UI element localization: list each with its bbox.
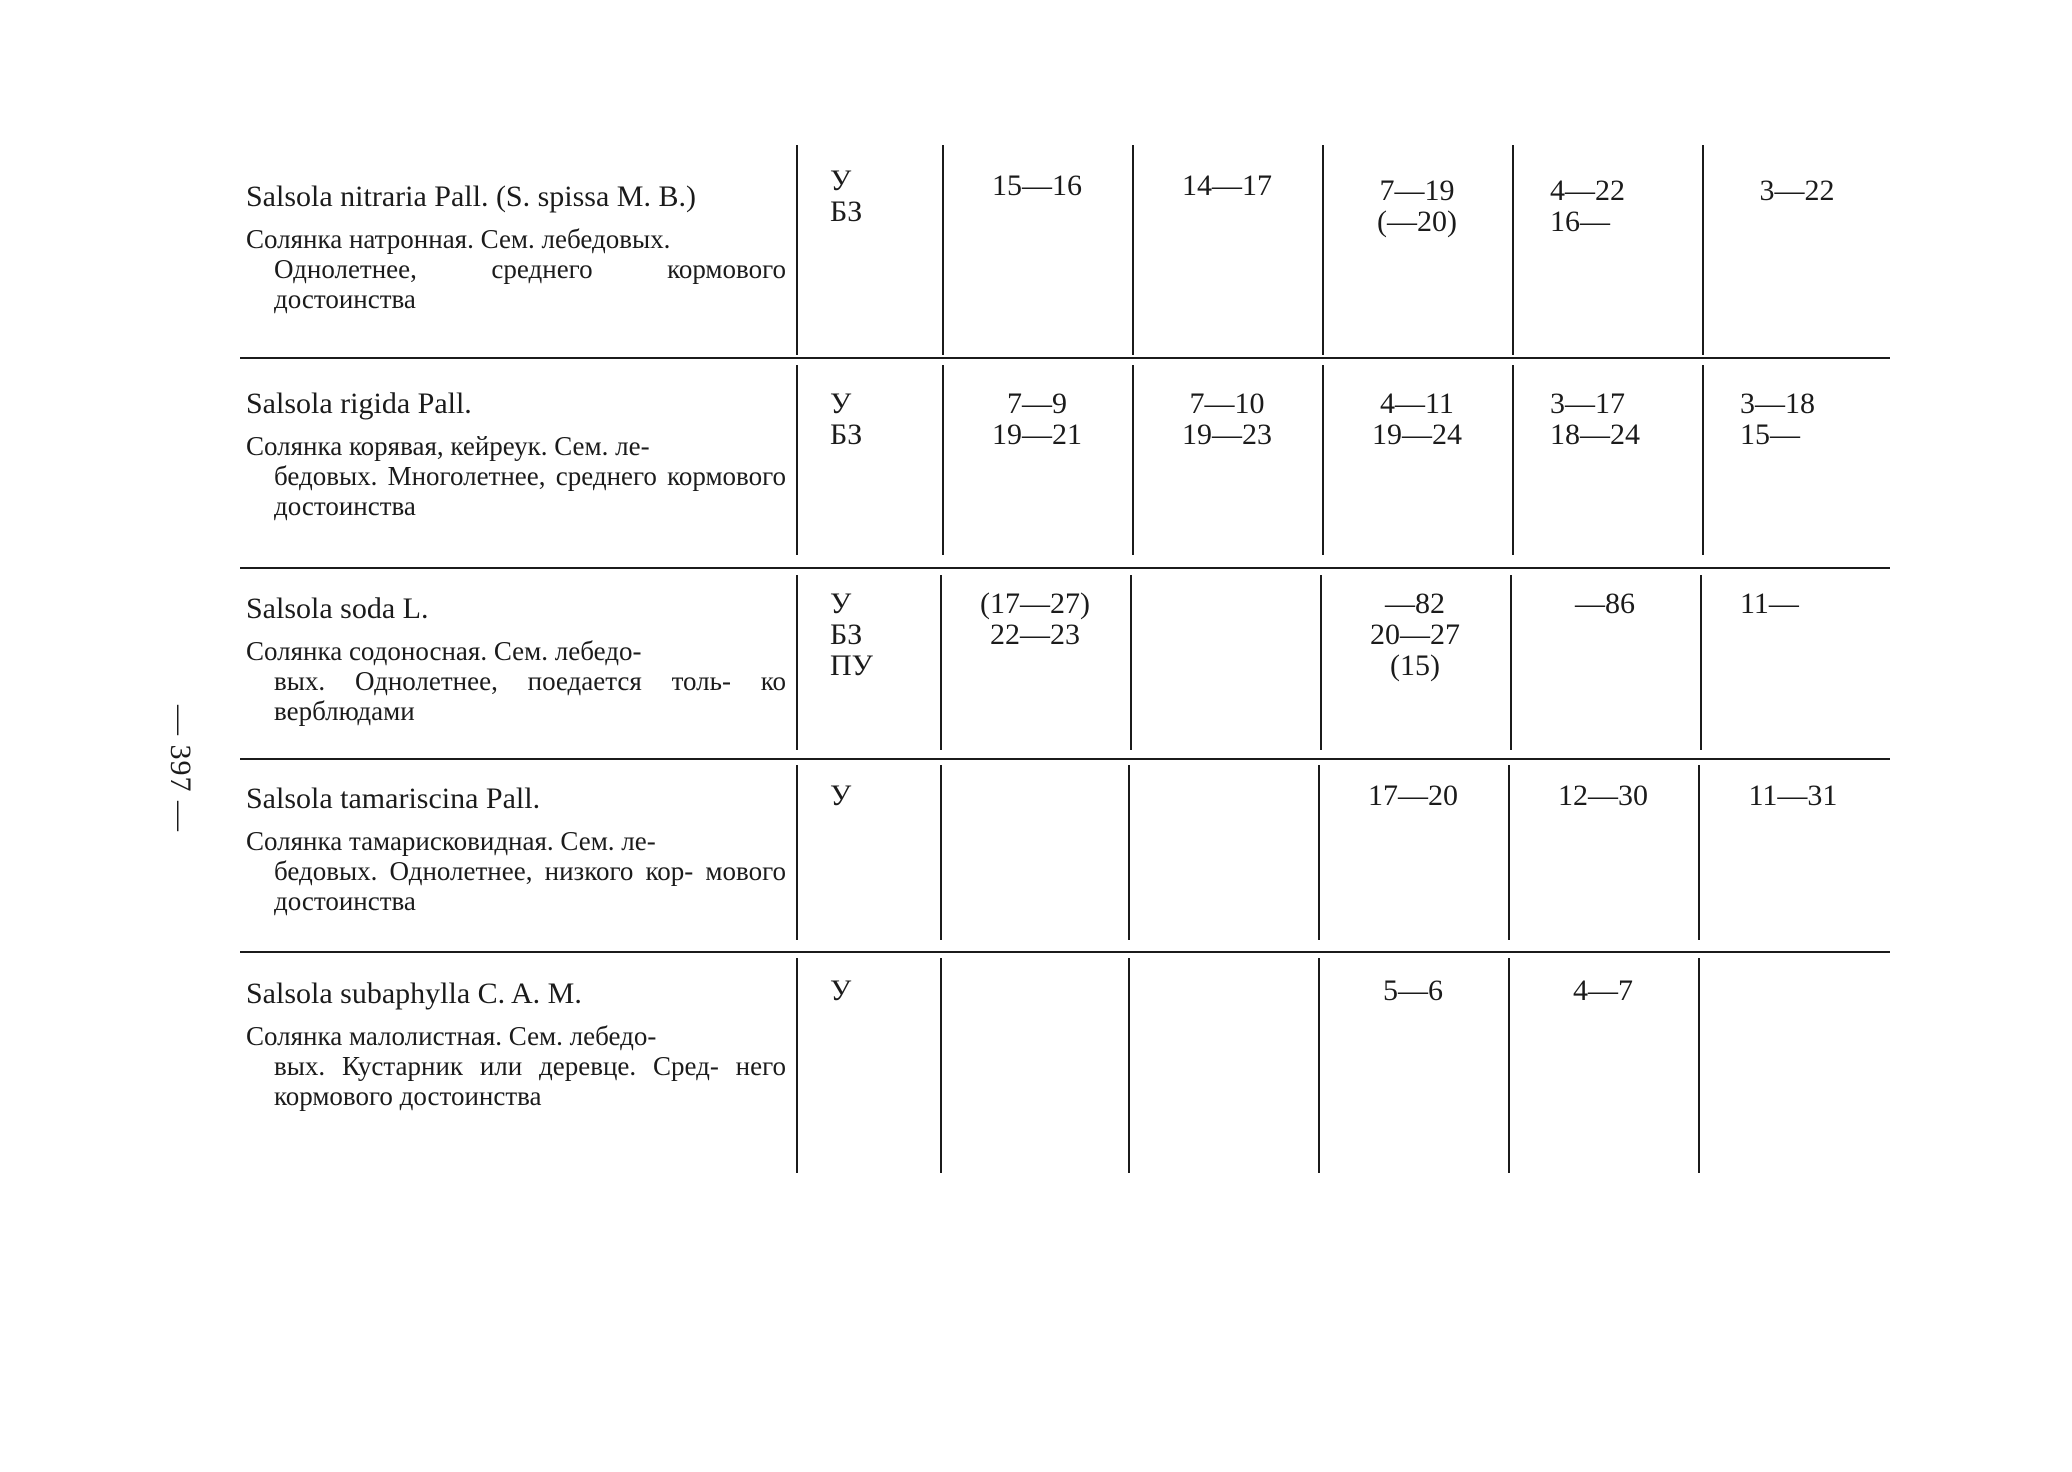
value-cell: 15—16 xyxy=(992,169,1082,202)
column-divider xyxy=(1130,575,1132,750)
description-line: Солянка натронная. Сем. лебедовых. xyxy=(246,224,671,254)
species-description xyxy=(246,224,786,314)
zone-cell: У xyxy=(830,974,852,1007)
value-cell: 4—7 xyxy=(1573,974,1633,1007)
value-cell: 17—20 xyxy=(1368,779,1458,812)
column-divider xyxy=(796,145,798,355)
zone-cell: У БЗ ПУ xyxy=(830,587,873,682)
column-divider xyxy=(796,765,798,940)
column-divider xyxy=(940,765,942,940)
value-cell: —82 20—27 (15) xyxy=(1370,587,1460,682)
description-rest: бедовых. Однолетнее, низкого кор- мового достоинства xyxy=(274,856,786,916)
value-cell: 7—19 (—20) xyxy=(1377,174,1457,238)
description-line: Солянка малолистная. Сем. лебедо- xyxy=(246,1021,657,1051)
column-divider xyxy=(796,958,798,1173)
latin-name: Salsola tamariscina Pall. xyxy=(246,782,541,815)
species-description xyxy=(246,636,786,726)
species-description xyxy=(246,826,786,916)
row-separator xyxy=(240,357,1890,359)
column-divider xyxy=(1128,765,1130,940)
species-name-cell xyxy=(246,385,786,521)
zone-cell: У БЗ xyxy=(830,164,863,228)
value-cell: 3—22 xyxy=(1759,174,1835,207)
table-row xyxy=(240,360,1890,560)
table-row xyxy=(240,760,1890,945)
species-description xyxy=(246,1021,786,1111)
column-divider xyxy=(1128,958,1130,1173)
column-divider xyxy=(796,365,798,555)
value-cell: 3—17 18—24 xyxy=(1550,387,1640,451)
latin-name: Salsola nitraria Pall. (S. spissa M. B.) xyxy=(246,180,696,213)
value-cell: 7—9 19—21 xyxy=(992,387,1082,451)
description-rest: бедовых. Многолетнее, среднего кормового достоинства xyxy=(274,461,786,521)
value-cell: 4—22 16— xyxy=(1550,174,1625,238)
zone-cell: У xyxy=(830,779,852,812)
description-line: Солянка содоносная. Сем. лебедо- xyxy=(246,636,642,666)
species-name-cell xyxy=(246,780,786,916)
value-cell: 11— xyxy=(1740,587,1799,620)
description-line: Солянка корявая, кейреук. Сем. ле- xyxy=(246,431,650,461)
latin-name: Salsola subaphylla C. A. M. xyxy=(246,977,582,1010)
table-row xyxy=(240,570,1890,755)
column-divider xyxy=(1512,365,1514,555)
description-rest: Однолетнее, среднего кормового достоинства xyxy=(274,254,786,314)
species-name-cell xyxy=(246,975,786,1111)
value-cell: 3—18 15— xyxy=(1740,387,1815,451)
table-row xyxy=(240,953,1890,1178)
page-number: — 397 — xyxy=(164,705,197,832)
column-divider xyxy=(796,575,798,750)
species-name-cell xyxy=(246,590,786,726)
column-divider xyxy=(1702,365,1704,555)
value-cell: 12—30 xyxy=(1558,779,1648,812)
latin-name: Salsola soda L. xyxy=(246,592,429,625)
species-name-cell xyxy=(246,178,786,314)
value-cell: 7—10 19—23 xyxy=(1182,387,1272,451)
value-cell: 11—31 xyxy=(1748,779,1838,812)
zone-cell: У БЗ xyxy=(830,387,863,451)
value-cell: —86 xyxy=(1575,587,1635,620)
value-cell: 14—17 xyxy=(1182,169,1272,202)
column-divider xyxy=(1512,145,1514,355)
row-separator xyxy=(240,567,1890,569)
column-divider xyxy=(1698,958,1700,1173)
value-cell: 4—11 19—24 xyxy=(1372,387,1462,451)
species-description xyxy=(246,431,786,521)
value-cell: (17—27) 22—23 xyxy=(980,587,1090,651)
column-divider xyxy=(940,958,942,1173)
column-divider xyxy=(1700,575,1702,750)
table-row xyxy=(240,145,1890,360)
latin-name: Salsola rigida Pall. xyxy=(246,387,472,420)
description-line: Солянка тамарисковидная. Сем. ле- xyxy=(246,826,656,856)
value-cell: 5—6 xyxy=(1383,974,1443,1007)
description-rest: вых. Кустарник или деревце. Сред- него кормового достоинства xyxy=(274,1051,786,1111)
description-rest: вых. Однолетнее, поедается толь- ко верблюдами xyxy=(274,666,786,726)
